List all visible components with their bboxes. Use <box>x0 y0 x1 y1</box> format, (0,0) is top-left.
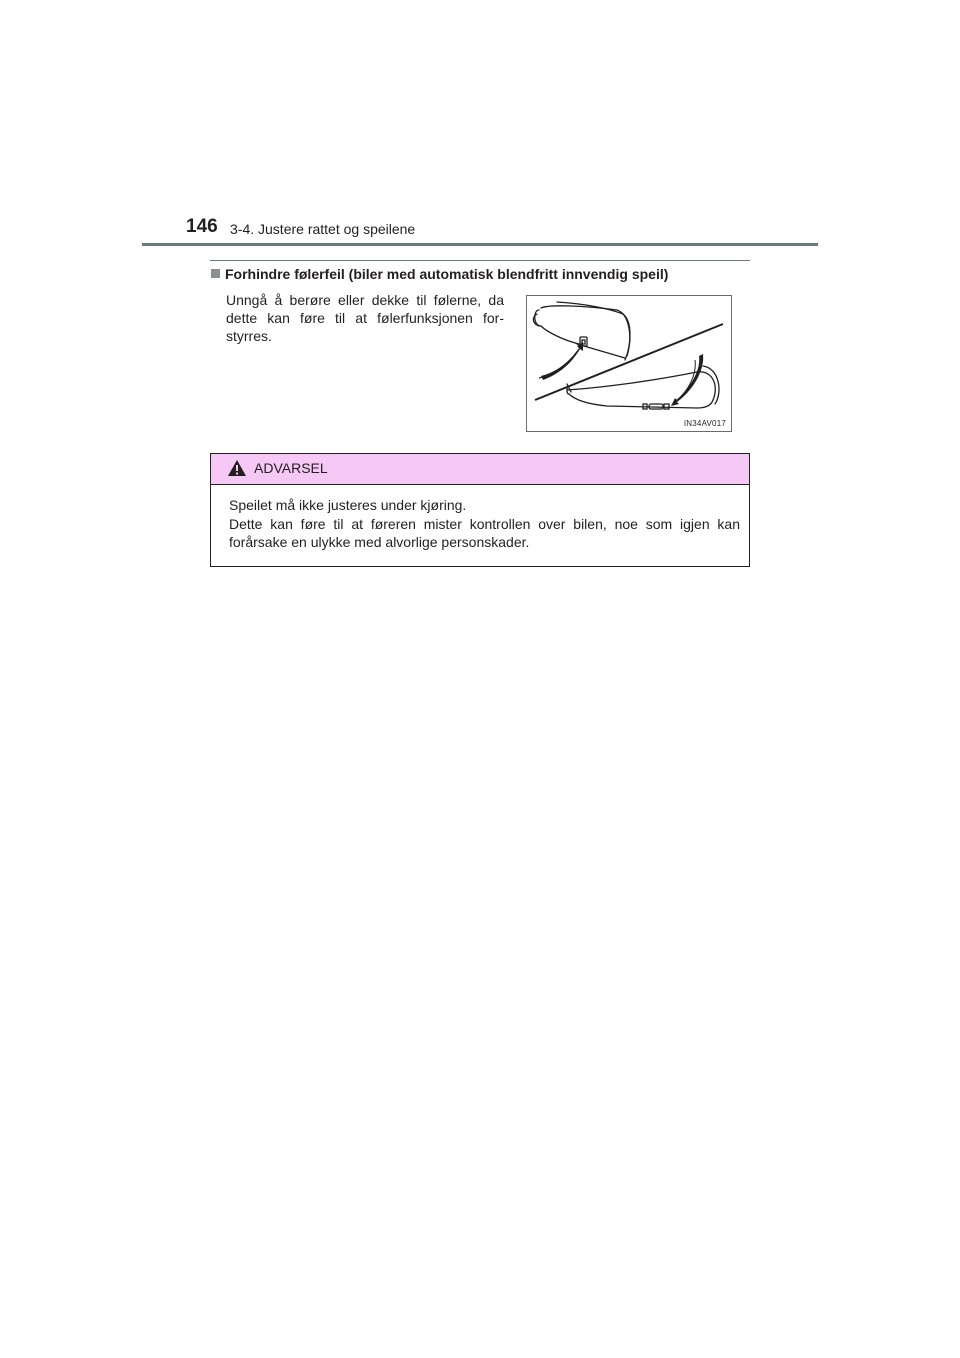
figure-code: IN34AV017 <box>683 419 726 428</box>
warning-triangle-icon <box>227 459 247 477</box>
header-rule <box>142 243 818 246</box>
warning-header <box>211 454 749 485</box>
page-number: 146 <box>186 216 218 237</box>
subheading-rule <box>210 260 750 261</box>
subheading <box>211 266 668 282</box>
mirror-drawing <box>527 296 733 433</box>
warning-body <box>211 485 749 552</box>
warning-line-2: Dette kan føre til at føreren mister kontrollen over bilen, noe som igjen kan forårsake en ulykke med alvorlige personskader. <box>229 515 740 550</box>
bullet-square-icon <box>211 269 220 278</box>
section-title: 3-4. Justere rattet og speilene <box>230 221 416 237</box>
warning-line-1: Speilet må ikke justeres under kjøring. <box>229 497 467 513</box>
body-text: Unngå å berøre eller dekke til følerne, da dette kan føre til at følerfunksjonen for-styrres. <box>226 292 504 344</box>
warning-box <box>210 453 750 567</box>
warning-title: ADVARSEL <box>254 460 328 476</box>
mirror-sensor-illustration <box>526 295 732 432</box>
subheading-text: Forhindre følerfeil (biler med automatisk blendfritt innvendig speil) <box>225 266 669 282</box>
